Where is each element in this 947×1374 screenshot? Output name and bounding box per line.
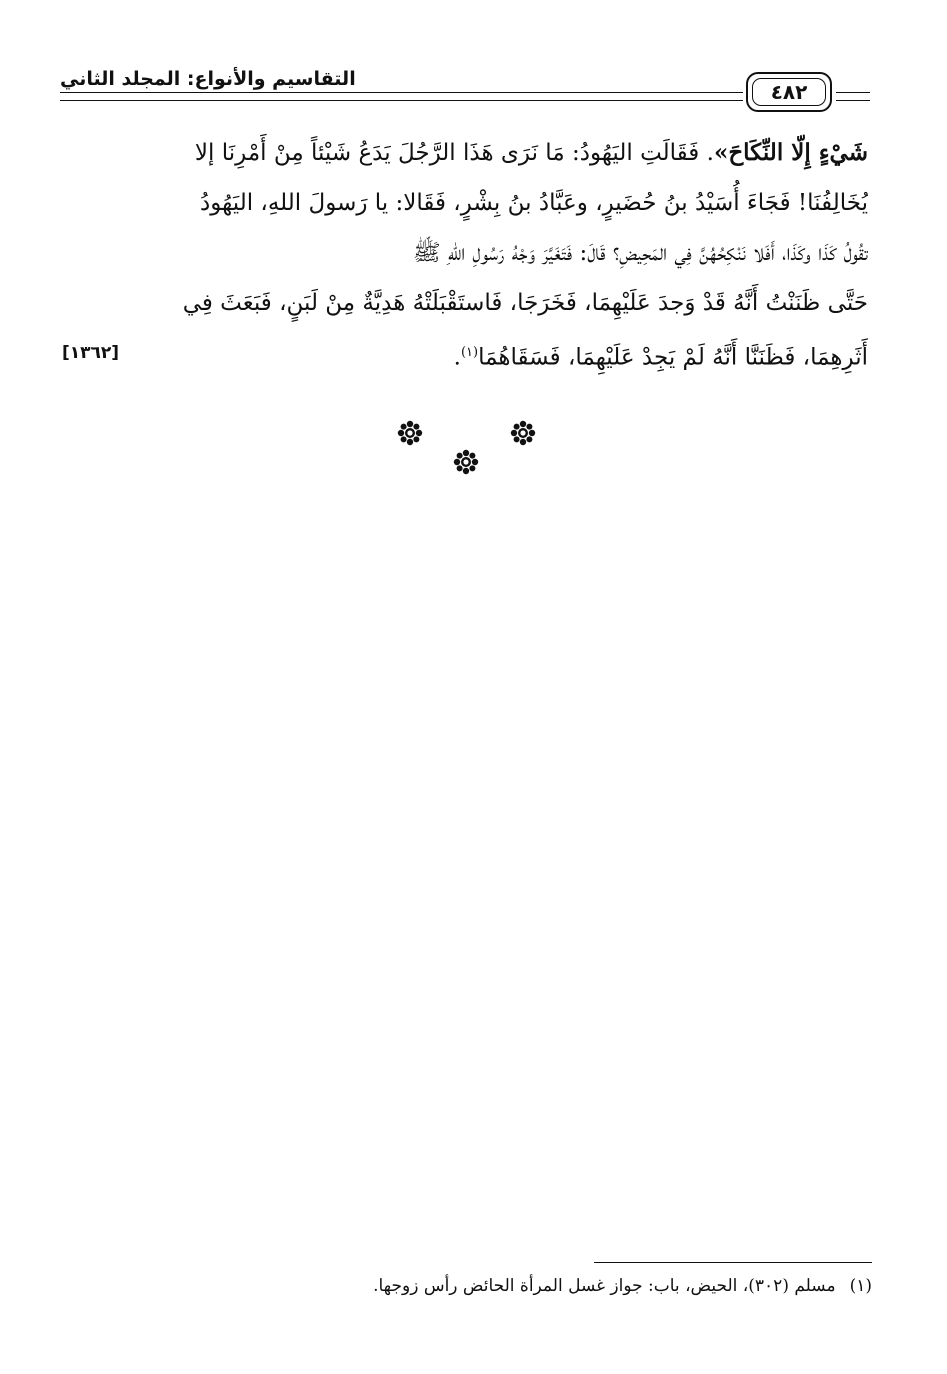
running-title: التقاسيم والأنواع: المجلد الثاني xyxy=(60,68,356,90)
text-line-5-content: أَثَرِهِمَا، فَظَنَنَّا أَنَّهُ لَمْ يَجِدْ عَلَيْهِمَا، فَسَقَاهُمَا xyxy=(478,344,868,371)
hadith-text xyxy=(62,128,868,378)
sentence-end: . xyxy=(453,344,461,371)
footnote-separator xyxy=(594,1262,872,1263)
header-double-rule-right xyxy=(836,92,870,101)
page-number-frame xyxy=(746,72,832,112)
page-header xyxy=(60,62,870,112)
hadith-number: [١٣٦٢] xyxy=(62,343,120,363)
text-line-1-rest: . فَقَالَتِ اليَهُودُ: مَا نَرَى هَذَا الرَّجُلَ يَدَعُ شَيْئاً مِنْ أَمْرِنَا إلا xyxy=(194,140,714,166)
footnote-marker: (١) xyxy=(849,1276,872,1296)
text-line-5 xyxy=(62,328,868,378)
footnote-reference[interactable]: (١) xyxy=(460,345,479,360)
flower-ornament-icon xyxy=(453,449,479,475)
text-line-1-bold: شَيْءٍ إِلّا النِّكَاحَ» xyxy=(713,139,868,166)
page-number: ٤٨٢ xyxy=(752,78,826,106)
flower-ornament-icon xyxy=(397,420,423,446)
text-line-2: يُخَالِفُنَا! فَجَاءَ أُسَيْدُ بنُ حُضَيرٍ، وعَبَّادُ بنُ بِشْرٍ، فَقَالا: يا رَسولَ اللهِ، اليَهُودُ xyxy=(200,190,868,216)
footnote-text: مسلم (٣٠٢)، الحيض، باب: جواز غسل المرأة الحائض رأس زوجها. xyxy=(373,1276,836,1296)
footnote xyxy=(200,1276,872,1296)
flower-ornament-icon xyxy=(510,420,536,446)
text-line-3: تقُولُ كَذَا وكَذَا، أَفَلا نَنْكِحُهُنَّ فِي المَحِيضِ؟ قَالَ: فَتَغَيَّرَ وَجْهُ رَسُولِ اللهِ ﷺ xyxy=(412,240,868,266)
text-line-4: حَتَّى ظَنَنْتُ أَنَّهُ قَدْ وَجدَ عَلَيْهِمَا، فَخَرَجَا، فَاستَقْبَلَتْهُ هَدِيَّةٌ مِنْ لَبَنٍ، فَبَعَثَ فِي xyxy=(182,290,868,316)
text-line-1 xyxy=(62,128,868,178)
header-double-rule xyxy=(60,92,743,101)
